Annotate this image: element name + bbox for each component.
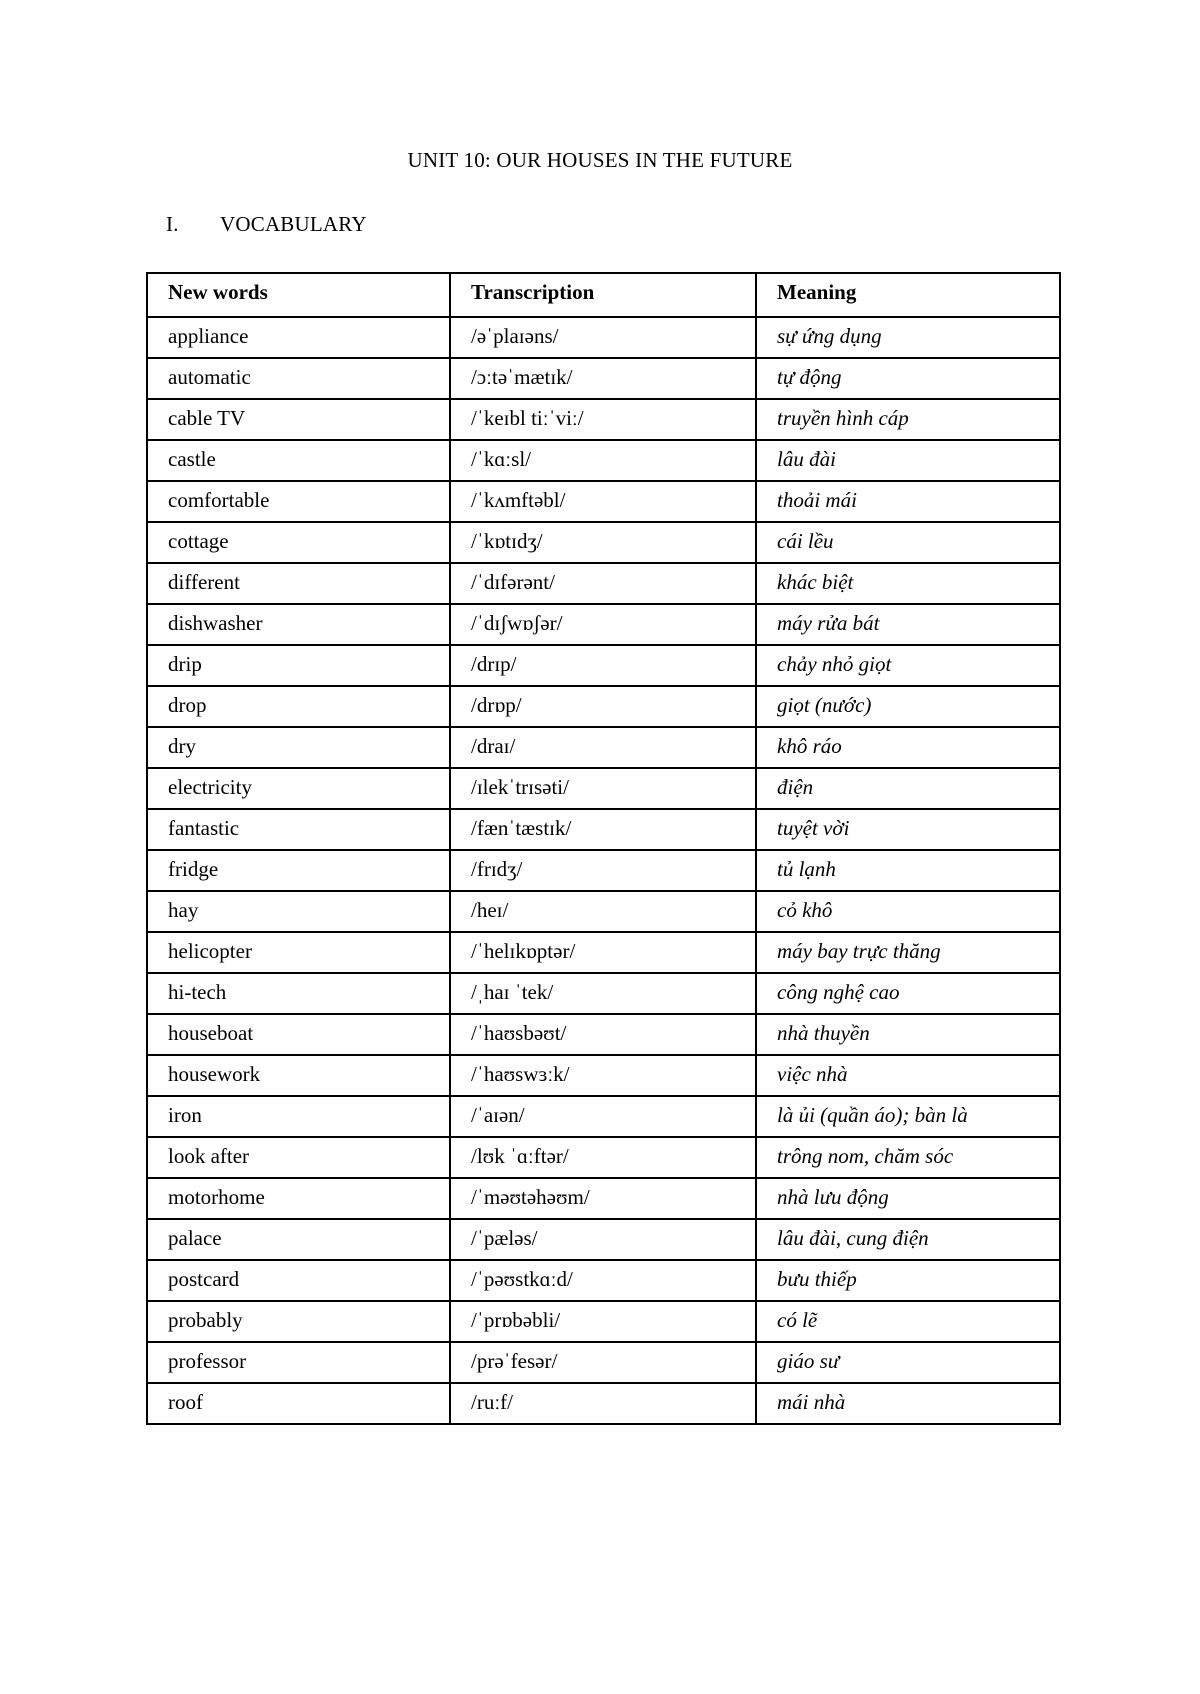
meaning-cell: cỏ khô	[756, 891, 1060, 932]
table-row	[147, 645, 1060, 686]
meaning-cell: sự ứng dụng	[756, 317, 1060, 358]
transcription-cell: /prəˈfesər/	[450, 1342, 756, 1383]
table-row	[147, 1219, 1060, 1260]
table-row	[147, 604, 1060, 645]
table-row	[147, 727, 1060, 768]
meaning-cell: việc nhà	[756, 1055, 1060, 1096]
word-cell: postcard	[147, 1260, 450, 1301]
transcription-cell: /heɪ/	[450, 891, 756, 932]
transcription-cell: /ˈdɪʃwɒʃər/	[450, 604, 756, 645]
word-cell: dishwasher	[147, 604, 450, 645]
meaning-cell: là ủi (quần áo); bàn là	[756, 1096, 1060, 1137]
word-cell: palace	[147, 1219, 450, 1260]
meaning-cell: tuyệt vời	[756, 809, 1060, 850]
word-cell: comfortable	[147, 481, 450, 522]
transcription-cell: /ɔːtəˈmætɪk/	[450, 358, 756, 399]
table-row	[147, 563, 1060, 604]
meaning-cell: giáo sư	[756, 1342, 1060, 1383]
transcription-cell: /fænˈtæstɪk/	[450, 809, 756, 850]
table-row	[147, 686, 1060, 727]
column-header-transcription: Transcription	[450, 273, 756, 317]
transcription-cell: /draɪ/	[450, 727, 756, 768]
table-row	[147, 1301, 1060, 1342]
transcription-cell: /ˈaɪən/	[450, 1096, 756, 1137]
section-title: VOCABULARY	[220, 212, 367, 236]
word-cell: drop	[147, 686, 450, 727]
meaning-cell: khác biệt	[756, 563, 1060, 604]
table-row	[147, 973, 1060, 1014]
word-cell: professor	[147, 1342, 450, 1383]
page-title: UNIT 10: OUR HOUSES IN THE FUTURE	[407, 148, 793, 172]
word-cell: hi-tech	[147, 973, 450, 1014]
meaning-cell: công nghệ cao	[756, 973, 1060, 1014]
word-cell: housework	[147, 1055, 450, 1096]
table-row	[147, 768, 1060, 809]
transcription-cell: /ˈprɒbəbli/	[450, 1301, 756, 1342]
table-row	[147, 850, 1060, 891]
transcription-cell: /ˈhaʊswɜːk/	[450, 1055, 756, 1096]
meaning-cell: truyền hình cáp	[756, 399, 1060, 440]
table-body	[147, 317, 1060, 1424]
meaning-cell: lâu đài	[756, 440, 1060, 481]
transcription-cell: /frɪdʒ/	[450, 850, 756, 891]
section-heading	[166, 212, 367, 236]
meaning-cell: khô ráo	[756, 727, 1060, 768]
meaning-cell: tủ lạnh	[756, 850, 1060, 891]
meaning-cell: tự động	[756, 358, 1060, 399]
word-cell: hay	[147, 891, 450, 932]
table-row	[147, 522, 1060, 563]
meaning-cell: có lẽ	[756, 1301, 1060, 1342]
word-cell: cottage	[147, 522, 450, 563]
word-cell: fridge	[147, 850, 450, 891]
word-cell: electricity	[147, 768, 450, 809]
transcription-cell: /əˈplaɪəns/	[450, 317, 756, 358]
transcription-cell: /drɪp/	[450, 645, 756, 686]
meaning-cell: cái lều	[756, 522, 1060, 563]
table-row	[147, 481, 1060, 522]
transcription-cell: /ˈkʌmftəbl/	[450, 481, 756, 522]
word-cell: drip	[147, 645, 450, 686]
word-cell: roof	[147, 1383, 450, 1424]
transcription-cell: /ˈhaʊsbəʊt/	[450, 1014, 756, 1055]
table-row	[147, 1260, 1060, 1301]
column-header-meaning: Meaning	[756, 273, 1060, 317]
table-row	[147, 1342, 1060, 1383]
transcription-cell: /ˈkɑːsl/	[450, 440, 756, 481]
transcription-cell: /ruːf/	[450, 1383, 756, 1424]
table-row	[147, 1178, 1060, 1219]
word-cell: fantastic	[147, 809, 450, 850]
meaning-cell: thoải mái	[756, 481, 1060, 522]
word-cell: iron	[147, 1096, 450, 1137]
table-row	[147, 358, 1060, 399]
transcription-cell: /ˈhelɪkɒptər/	[450, 932, 756, 973]
meaning-cell: nhà lưu động	[756, 1178, 1060, 1219]
word-cell: houseboat	[147, 1014, 450, 1055]
meaning-cell: nhà thuyền	[756, 1014, 1060, 1055]
vocabulary-table	[146, 272, 1061, 1425]
table-row	[147, 1383, 1060, 1424]
word-cell: motorhome	[147, 1178, 450, 1219]
column-header-new-words: New words	[147, 273, 450, 317]
word-cell: appliance	[147, 317, 450, 358]
transcription-cell: /ˈpəʊstkɑːd/	[450, 1260, 756, 1301]
meaning-cell: mái nhà	[756, 1383, 1060, 1424]
word-cell: different	[147, 563, 450, 604]
table-row	[147, 891, 1060, 932]
transcription-cell: /ˈdɪfərənt/	[450, 563, 756, 604]
table-row	[147, 399, 1060, 440]
table-row	[147, 932, 1060, 973]
table-row	[147, 1096, 1060, 1137]
meaning-cell: máy rửa bát	[756, 604, 1060, 645]
table-row	[147, 1137, 1060, 1178]
word-cell: dry	[147, 727, 450, 768]
transcription-cell: /ˌhaɪ ˈtek/	[450, 973, 756, 1014]
meaning-cell: bưu thiếp	[756, 1260, 1060, 1301]
meaning-cell: lâu đài, cung điện	[756, 1219, 1060, 1260]
transcription-cell: /ˈkɒtɪdʒ/	[450, 522, 756, 563]
transcription-cell: /lʊk ˈɑːftər/	[450, 1137, 756, 1178]
word-cell: automatic	[147, 358, 450, 399]
table-header-row	[147, 273, 1060, 317]
table-row	[147, 440, 1060, 481]
transcription-cell: /ˈpæləs/	[450, 1219, 756, 1260]
table-row	[147, 809, 1060, 850]
word-cell: probably	[147, 1301, 450, 1342]
table-row	[147, 1014, 1060, 1055]
word-cell: castle	[147, 440, 450, 481]
meaning-cell: điện	[756, 768, 1060, 809]
table-row	[147, 317, 1060, 358]
transcription-cell: /ˈkeɪbl tiːˈviː/	[450, 399, 756, 440]
word-cell: look after	[147, 1137, 450, 1178]
meaning-cell: chảy nhỏ giọt	[756, 645, 1060, 686]
section-number: I.	[166, 212, 179, 236]
meaning-cell: trông nom, chăm sóc	[756, 1137, 1060, 1178]
transcription-cell: /ˈməʊtəhəʊm/	[450, 1178, 756, 1219]
table-row	[147, 1055, 1060, 1096]
transcription-cell: /ɪlekˈtrɪsəti/	[450, 768, 756, 809]
transcription-cell: /drɒp/	[450, 686, 756, 727]
meaning-cell: máy bay trực thăng	[756, 932, 1060, 973]
meaning-cell: giọt (nước)	[756, 686, 1060, 727]
word-cell: helicopter	[147, 932, 450, 973]
word-cell: cable TV	[147, 399, 450, 440]
